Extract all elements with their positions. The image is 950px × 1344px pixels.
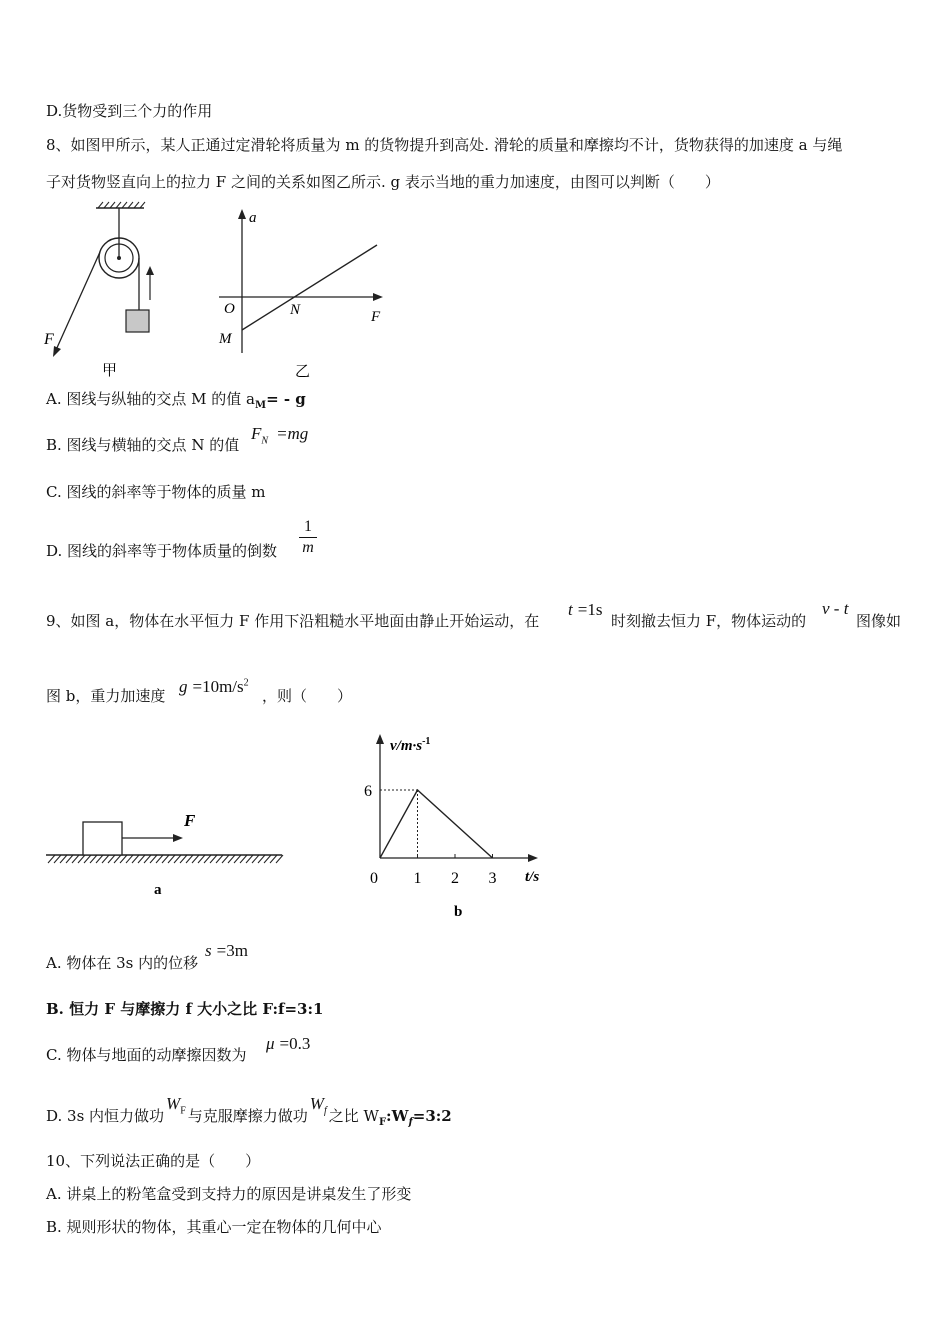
vt-x-tick-label: 2 <box>451 870 459 887</box>
q8-yi-point-M: M <box>219 331 232 347</box>
vt-y-arrow <box>376 734 384 744</box>
vt-x-tick-label: 1 <box>413 870 422 887</box>
q8-yi-x-label: F <box>371 309 381 325</box>
q8-option-a <box>46 392 306 411</box>
q9-stem-line1-c: 图像如 <box>856 612 902 630</box>
q9-a-F-label: F <box>184 811 196 830</box>
vt-x-label: t/s <box>525 869 540 885</box>
q9-option-c: C. 物体与地面的动摩擦因数为 <box>46 1046 247 1064</box>
q8-stem-line1: 8、如图甲所示，某人正通过定滑轮将质量为 m 的货物提升到高处. 滑轮的质量和摩擦均不计，货物获得的加速度 a 与绳 <box>46 136 843 154</box>
q8-option-b-rhs: =mg <box>276 424 309 443</box>
q8-stem-line2: 子对货物竖直向上的拉力 F 之间的关系如图乙所示. g 表示当地的重力加速度，由图可以判断（ ） <box>46 173 720 191</box>
q9-stem-line2-a: 图 b，重力加速度 <box>46 687 166 705</box>
vt-y-tick-label: 6 <box>364 783 372 801</box>
q9-stem-g: $g =10m/s^2$ <box>179 677 249 696</box>
q9-option-a-math: s =3m <box>205 941 248 960</box>
q9-option-b: B. 恒力 F 与摩擦力 f 大小之比 F:f=3:1 <box>46 1000 324 1018</box>
q8-figure-jia <box>40 200 170 380</box>
q10-option-a: A. 讲桌上的粉笔盒受到支持力的原因是讲桌发生了形变 <box>46 1185 412 1203</box>
q10-stem: 10、下列说法正确的是（ ） <box>46 1152 261 1170</box>
vt-x-tick-label: 3 <box>488 870 497 887</box>
q8-option-b-math <box>251 425 308 446</box>
prev-option-d: D.货物受到三个力的作用 <box>46 102 213 120</box>
q9-option-c-math: μ =0.3 <box>266 1034 311 1053</box>
q9-stem-line1-a: 9、如图 a，物体在水平恒力 F 作用下沿粗糙水平地面由静止开始运动，在 <box>46 612 540 630</box>
vt-x-tick-label: 0 <box>370 870 378 887</box>
vt-x-arrow <box>528 854 538 862</box>
q10-option-b: B. 规则形状的物体，其重心一定在物体的几何中心 <box>46 1218 382 1236</box>
q9-figure-a <box>44 805 286 900</box>
q8-option-b <box>46 438 239 453</box>
q8-option-d-fraction <box>299 518 317 557</box>
q8-yi-origin: O <box>224 301 235 317</box>
q8-option-b-text: B. 图线与横轴的交点 N 的值 <box>46 436 240 454</box>
q9-stem-line1-b: 时刻撤去恒力 F，物体运动的 <box>611 612 807 630</box>
q8-option-d-num: 1 <box>304 518 312 535</box>
q9-stem-line2-b: ，则（ ） <box>262 687 353 705</box>
vt-series-line <box>380 790 493 858</box>
q9-option-a: A. 物体在 3s 内的位移 <box>46 954 199 972</box>
q8-option-d: D. 图线的斜率等于物体质量的倒数 <box>46 542 278 560</box>
q8-figure-yi <box>205 205 395 383</box>
q9-stem-t: t =1s <box>568 600 603 619</box>
q9-stem-vt: v - t <box>822 599 849 618</box>
q8-yi-caption: 乙 <box>295 364 311 380</box>
q8-option-a-tail: = - g <box>266 390 306 408</box>
q9-option-d: D. 3s 内恒力做功$W_F$ 与克服摩擦力做功$W_f$ 之比 $W_F:W_f=3:2$ <box>46 1094 452 1128</box>
q8-yi-point-N: N <box>290 302 301 318</box>
q8-option-a-sub: M <box>254 400 267 411</box>
q9-a-caption: a <box>154 882 162 898</box>
q8-yi-y-label: a <box>249 210 257 226</box>
q8-option-b-sub: N <box>261 435 269 447</box>
q8-option-c: C. 图线的斜率等于物体的质量 m <box>46 483 266 501</box>
q8-jia-caption: 甲 <box>102 363 118 379</box>
q9-figure-b-vt-chart <box>350 730 560 925</box>
q8-option-b-F: F <box>251 424 262 443</box>
q8-jia-F-label: F <box>44 331 54 348</box>
vt-y-label: $v/m\cdot s^{-1}$ <box>390 736 431 754</box>
vt-caption: b <box>454 904 463 920</box>
q8-option-a-text: A. 图线与纵轴的交点 M 的值 a <box>46 390 255 408</box>
q8-option-d-den: m <box>302 539 314 556</box>
